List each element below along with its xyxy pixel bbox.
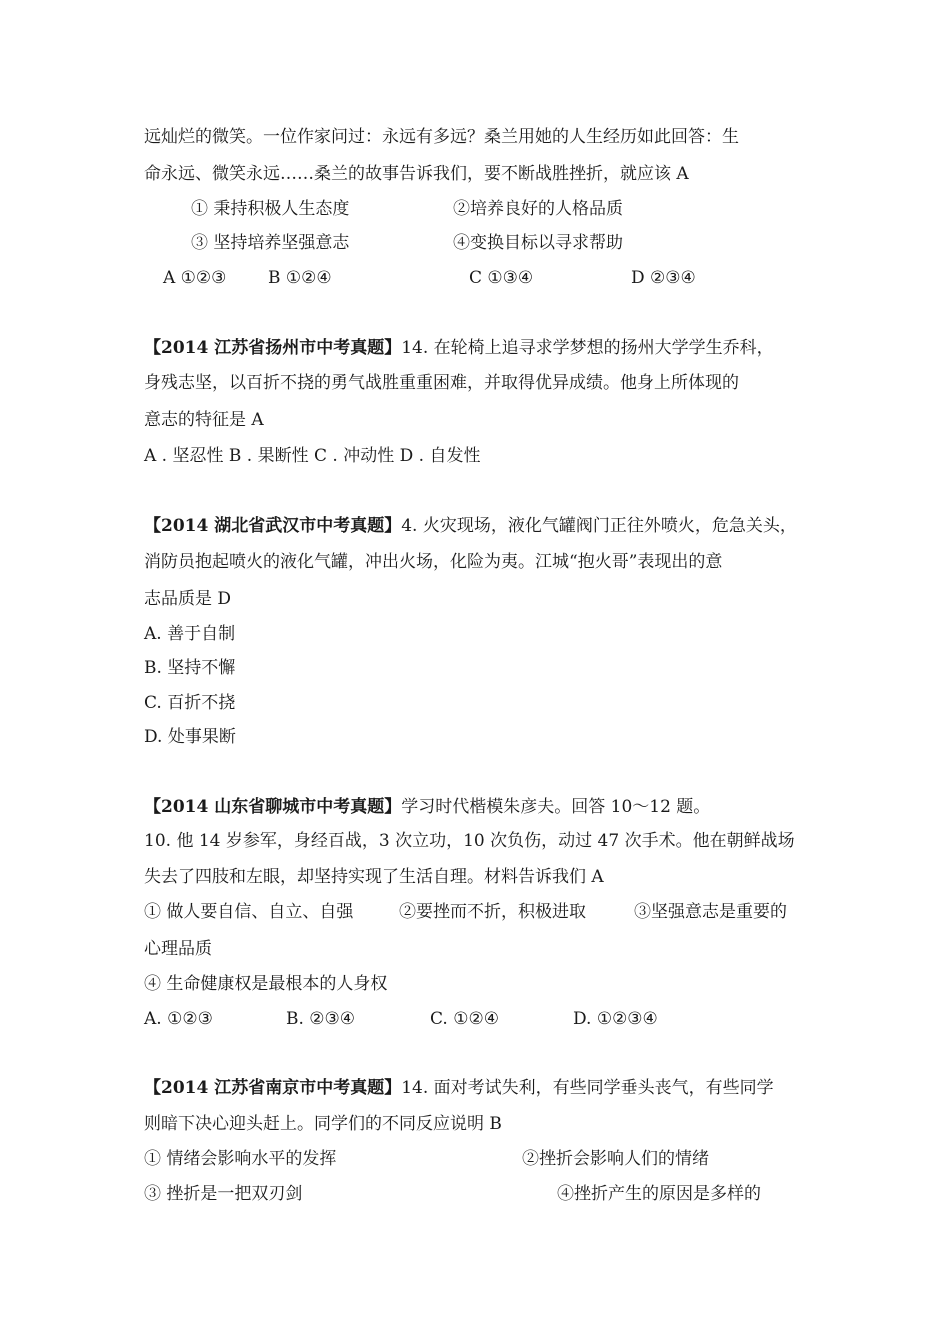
wuhan-option-d: D. 处事果断 [144, 727, 236, 747]
liaocheng-option-2: ②要挫而不折，积极进取 [399, 902, 586, 922]
liaocheng-choice-a: A. ①②③ [144, 1009, 213, 1029]
nanjing-line-2: 则暗下决心迎头赶上。同学们的不同反应说明 B [144, 1114, 502, 1134]
liaocheng-line-2: 10. 他 14 岁参军，身经百战，3 次立功，10 次负伤，动过 47 次手术。他在朝鲜战场 [144, 831, 795, 851]
intro-option-2: ②培养良好的人格品质 [453, 199, 623, 219]
intro-option-3: ③ 坚持培养坚强意志 [191, 233, 350, 253]
wuhan-option-a: A. 善于自制 [144, 624, 236, 644]
nanjing-option-3: ③ 挫折是一把双刃剑 [144, 1184, 303, 1204]
intro-option-4: ④变换目标以寻求帮助 [453, 233, 623, 253]
liaocheng-line-3: 失去了四肢和左眼，却坚持实现了生活自理。材料告诉我们 A [144, 867, 604, 887]
liaocheng-choices-row [0, 1004, 950, 1034]
intro-choice-b: B ①②④ [268, 268, 332, 288]
yangzhou-line-2: 身残志坚，以百折不挠的勇气战胜重重困难，并取得优异成绩。他身上所体现的 [144, 373, 739, 393]
nanjing-option-1: ① 情绪会影响水平的发挥 [144, 1149, 337, 1169]
nanjing-source-tag: 【2014 江苏省南京市中考真题】 [144, 1078, 402, 1098]
intro-line-2: 命永远、微笑永远……桑兰的故事告诉我们，要不断战胜挫折，就应该 A [144, 164, 689, 184]
liaocheng-line-1 [144, 792, 710, 822]
liaocheng-source-tag: 【2014 山东省聊城市中考真题】 [144, 797, 402, 817]
liaocheng-option-4: ④ 生命健康权是最根本的人身权 [144, 974, 388, 994]
liaocheng-choice-d: D. ①②③④ [573, 1009, 658, 1029]
yangzhou-options: A . 坚忍性 B . 果断性 C . 冲动性 D . 自发性 [144, 446, 481, 466]
wuhan-source-tag: 【2014 湖北省武汉市中考真题】 [144, 516, 402, 536]
liaocheng-option-1: ① 做人要自信、自立、自强 [144, 902, 354, 922]
intro-options-row-1 [0, 194, 950, 224]
nanjing-line-1 [144, 1073, 774, 1103]
intro-option-1: ① 秉持积极人生态度 [191, 199, 350, 219]
wuhan-option-c: C. 百折不挠 [144, 693, 236, 713]
wuhan-option-b: B. 坚持不懈 [144, 658, 236, 678]
yangzhou-line-3: 意志的特征是 A [144, 410, 264, 430]
liaocheng-choice-b: B. ②③④ [286, 1009, 356, 1029]
intro-options-row-2 [0, 228, 950, 258]
nanjing-options-row-2 [0, 1179, 950, 1209]
intro-choice-c: C ①③④ [469, 268, 534, 288]
intro-line-1: 远灿烂的微笑。一位作家问过：永远有多远？桑兰用她的人生经历如此回答：生 [144, 127, 739, 147]
nanjing-line-1-text: 14. 面对考试失利，有些同学垂头丧气，有些同学 [401, 1078, 774, 1098]
liaocheng-option-3-cont: 心理品质 [144, 939, 212, 959]
wuhan-line-1-text: 4. 火灾现场，液化气罐阀门正往外喷火，危急关头， [401, 516, 797, 536]
nanjing-options-row-1 [0, 1144, 950, 1174]
liaocheng-option-3: ③坚强意志是重要的 [634, 902, 787, 922]
liaocheng-choice-c: C. ①②④ [430, 1009, 499, 1029]
wuhan-line-3: 志品质是 D [144, 589, 232, 609]
intro-choices-row [0, 263, 950, 293]
wuhan-line-2: 消防员抱起喷火的液化气罐，冲出火场，化险为夷。江城“抱火哥”表现出的意 [144, 552, 723, 572]
liaocheng-options-row-1 [0, 897, 950, 927]
intro-choice-d: D ②③④ [631, 268, 696, 288]
yangzhou-source-tag: 【2014 江苏省扬州市中考真题】 [144, 338, 402, 358]
yangzhou-line-1-text: 14. 在轮椅上追寻求学梦想的扬州大学学生乔科， [401, 338, 774, 358]
yangzhou-line-1 [144, 333, 774, 363]
liaocheng-line-1-text: 学习时代楷模朱彦夫。回答 10～12 题。 [401, 797, 711, 817]
nanjing-option-2: ②挫折会影响人们的情绪 [522, 1149, 709, 1169]
nanjing-option-4: ④挫折产生的原因是多样的 [557, 1184, 761, 1204]
intro-choice-a: A ①②③ [163, 268, 227, 288]
wuhan-line-1 [144, 511, 797, 541]
